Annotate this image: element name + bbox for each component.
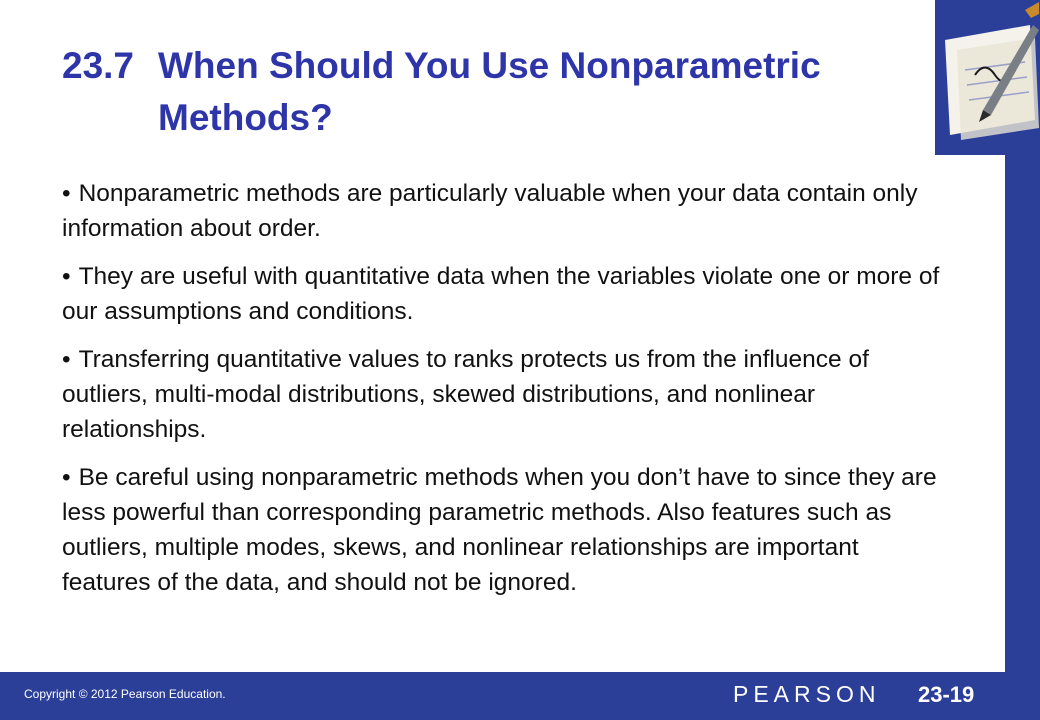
bullet-item — [62, 176, 942, 246]
bullet-dot: • — [62, 263, 71, 290]
title-line-2: Methods? — [158, 97, 333, 138]
bullet-text: Transferring quantitative values to ranks protects us from the influence of outliers, multi-modal distributions, skewed distributions, and nonlinear relationships. — [62, 346, 869, 443]
footer-bar — [0, 672, 1040, 720]
bullet-dot: • — [62, 346, 71, 373]
slide-title — [62, 40, 932, 144]
bullet-item — [62, 259, 942, 329]
bullet-text: Be careful using nonparametric methods when you don’t have to since they are less powerful than corresponding parametric methods. Also features such as outliers, multiple modes, skews, and nonlinear relationships are important features of the data, and should not be ignored. — [62, 464, 937, 596]
bullet-list — [62, 176, 942, 613]
pen-paper-icon — [935, 0, 1040, 155]
right-band-inset — [935, 155, 1005, 672]
bullet-item — [62, 460, 942, 600]
slide-number: 23-19 — [918, 682, 975, 707]
bullet-item — [62, 342, 942, 447]
copyright-text: Copyright © 2012 Pearson Education. — [24, 687, 226, 701]
pearson-logo: PEARSON — [733, 681, 881, 707]
bullet-dot: • — [62, 464, 71, 491]
title-number: 23.7 — [62, 45, 135, 86]
title-line-1: When Should You Use Nonparametric — [158, 45, 821, 86]
bullet-dot: • — [62, 180, 71, 207]
bullet-text: They are useful with quantitative data when the variables violate one or more of our assumptions and conditions. — [62, 263, 940, 325]
bullet-text: Nonparametric methods are particularly valuable when your data contain only information about order. — [62, 180, 918, 242]
